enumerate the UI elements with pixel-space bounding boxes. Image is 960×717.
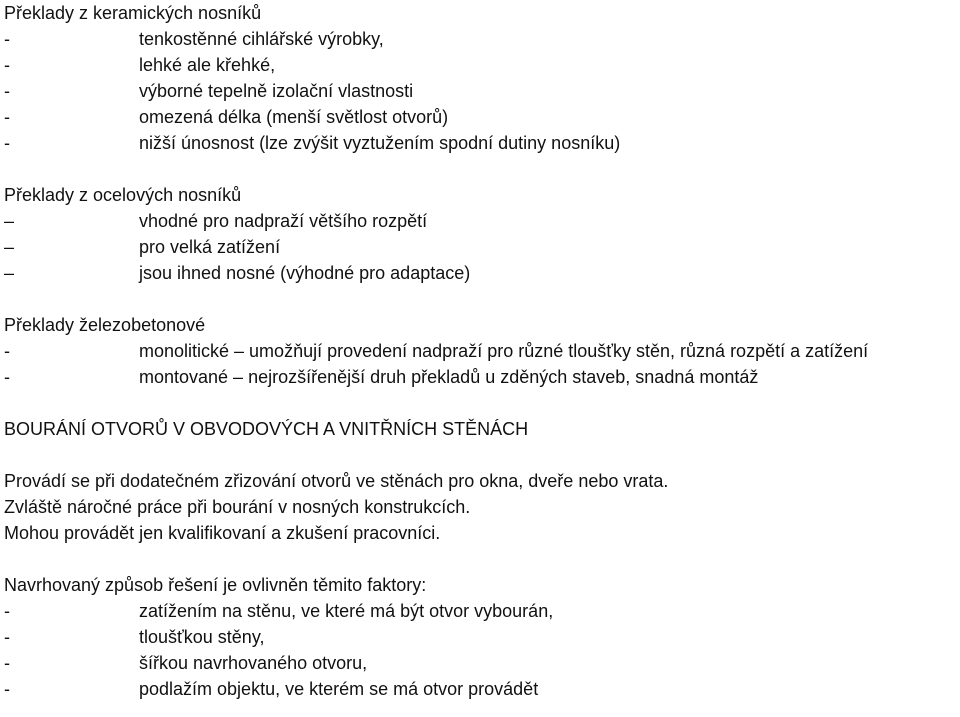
paragraph-line: Zvláště náročné práce při bourání v nosných konstrukcích. [4,497,471,517]
bullet-marker: - [4,55,10,75]
dash-marker: – [4,237,15,257]
list-item [4,624,960,650]
bullet-marker: - [4,653,10,673]
bullet-marker: - [4,679,10,699]
bullet-marker: - [4,367,10,387]
list-item-text: podlažím objektu, ve kterém se má otvor provádět [139,679,539,699]
list-item-text: omezená délka (menší světlost otvorů) [139,107,449,127]
section-heading-concrete: Překlady železobetonové [4,315,206,335]
list-item-text: jsou ihned nosné (výhodné pro adaptace) [139,263,471,283]
list-item-text: tenkostěnné cihlářské výrobky, [139,29,384,49]
bullet-marker: - [4,29,10,49]
list-item [4,130,960,156]
list-item-text: zatížením na stěnu, ve které má být otvor vybourán, [139,601,554,621]
dash-marker: – [4,263,15,283]
list-item-text: vhodné pro nadpraží většího rozpětí [139,211,428,231]
list-item [4,234,960,260]
document-body [4,0,960,702]
spacer [4,156,960,182]
paragraph-line: Provádí se při dodatečném zřizování otvorů ve stěnách pro okna, dveře nebo vrata. [4,471,669,491]
bullet-marker: - [4,107,10,127]
list-item [4,598,960,624]
list-item [4,338,960,364]
list-item [4,364,960,390]
list-item [4,78,960,104]
list-item-text: monolitické – umožňují provedení nadpraží pro různé tloušťky stěn, různá rozpětí a zatížení [139,341,869,361]
list-item [4,260,960,286]
dash-marker: – [4,211,15,231]
section-heading-steel: Překlady z ocelových nosníků [4,185,242,205]
spacer [4,390,960,416]
list-item [4,650,960,676]
list-item-text: montované – nejrozšířenější druh překladů u zděných staveb, snadná montáž [139,367,759,387]
list-item-text: šířkou navrhovaného otvoru, [139,653,368,673]
list-item [4,26,960,52]
list-item-text: nižší únosnost (lze zvýšit vyztužením spodní dutiny nosníku) [139,133,621,153]
bullet-marker: - [4,133,10,153]
spacer [4,546,960,572]
list-item [4,676,960,702]
bullet-marker: - [4,627,10,647]
list-item-text: lehké ale křehké, [139,55,276,75]
list-item [4,208,960,234]
bullet-marker: - [4,81,10,101]
list-item [4,104,960,130]
list-item-text: pro velká zatížení [139,237,281,257]
bullet-marker: - [4,341,10,361]
paragraph-line: Mohou provádět jen kvalifikovaní a zkušení pracovníci. [4,523,441,543]
factors-heading: Navrhovaný způsob řešení je ovlivněn těmito faktory: [4,575,427,595]
spacer [4,442,960,468]
list-item-text: tloušťkou stěny, [139,627,265,647]
spacer [4,286,960,312]
list-item-text: výborné tepelně izolační vlastnosti [139,81,414,101]
list-item [4,52,960,78]
section-heading-ceramic: Překlady z keramických nosníků [4,3,262,23]
page-title: BOURÁNÍ OTVORŮ V OBVODOVÝCH A VNITŘNÍCH STĚNÁCH [4,419,529,439]
bullet-marker: - [4,601,10,621]
